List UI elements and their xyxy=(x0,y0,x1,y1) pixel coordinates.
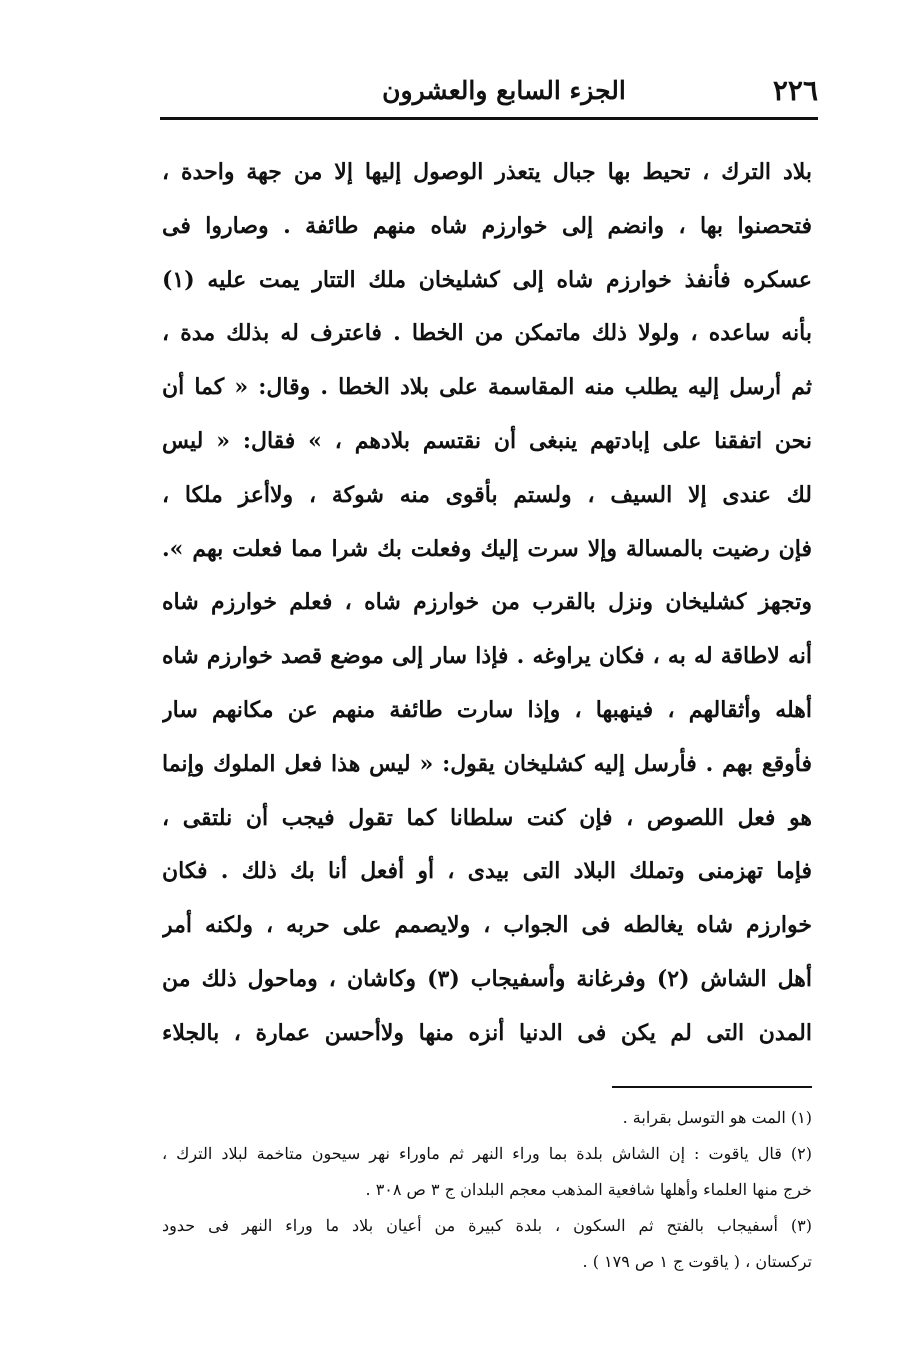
page-header xyxy=(160,70,818,114)
running-title: الجزء السابع والعشرون xyxy=(382,76,626,105)
text-line: فأوقع بهم . فأرسل إليه كشليخان يقول: « ليس هذا فعل الملوك وإنما xyxy=(162,750,812,777)
footnote-line: (٣) أسفيجاب بالفتح ثم السكون ، بلدة كبيرة من أعيان بلاد ما وراء النهر فى حدود xyxy=(162,1216,812,1235)
body-text xyxy=(162,146,812,1061)
text-line: خوارزم شاه يغالطه فى الجواب ، ولايصمم على حربه ، ولكنه أمر xyxy=(162,912,812,939)
text-line: ثم أرسل إليه يطلب منه المقاسمة على بلاد الخطا . وقال: « كما أن xyxy=(162,374,812,401)
text-line: فتحصنوا بها ، وانضم إلى خوارزم شاه منهم طائفة . وصاروا فى xyxy=(162,212,812,239)
text-line: فإن رضيت بالمسالة وإلا سرت إليك وفعلت بك شرا مما فعلت بهم ». xyxy=(162,535,812,562)
text-line: لك عندى إلا السيف ، ولستم بأقوى منه شوكة ، ولاأعز ملكا ، xyxy=(162,481,812,508)
text-line: أهله وأثقالهم ، فينهبها ، وإذا سارت طائفة منهم عن مكانهم سار xyxy=(162,696,812,723)
footnote-line: (١) المت هو التوسل بقرابة . xyxy=(622,1108,812,1127)
text-line: نحن اتفقنا على إبادتهم ينبغى أن نقتسم بلادهم ، » فقال: « ليس xyxy=(162,427,812,454)
text-line: بلاد الترك ، تحيط بها جبال يتعذر الوصول إليها إلا من جهة واحدة ، xyxy=(162,159,812,185)
text-line: هو فعل اللصوص ، فإن كنت سلطانا كما تقول فيجب أن نلتقى ، xyxy=(162,804,812,831)
footnote-line: تركستان ، ( ياقوت ج ١ ص ١٧٩ ) . xyxy=(582,1252,812,1271)
text-line: أنه لاطاقة له به ، فكان يراوغه . فإذا سار إلى موضع قصد خوارزم شاه xyxy=(162,643,812,670)
page-number: ٢٢٦ xyxy=(772,74,818,107)
text-line: فإما تهزمنى وتملك البلاد التى بيدى ، أو أفعل أنا بك ذلك . فكان xyxy=(162,858,812,885)
footnotes xyxy=(162,1100,812,1280)
text-line: عسكره فأنفذ خوارزم شاه إلى كشليخان ملك التتار يمت عليه (١) xyxy=(162,266,812,293)
header-rule xyxy=(160,117,818,120)
text-line: وتجهز كشليخان ونزل بالقرب من خوارزم شاه ، فعلم خوارزم شاه xyxy=(162,589,812,616)
footnote-line: خرج منها العلماء وأهلها شافعية المذهب معجم البلدان ج ٣ ص ٣٠٨ . xyxy=(365,1180,812,1199)
footnote-rule xyxy=(612,1086,812,1088)
text-line: المدن التى لم يكن فى الدنيا أنزه منها ولاأحسن عمارة ، بالجلاء xyxy=(162,1019,812,1046)
text-line: أهل الشاش (٢) وفرغانة وأسفيجاب (٣) وكاشان ، وماحول ذلك من xyxy=(162,965,812,992)
footnote-line: (٢) قال ياقوت : إن الشاش بلدة بما وراء النهر ثم ماوراء نهر سيحون متاخمة لبلاد الترك ، xyxy=(162,1144,812,1163)
text-line: بأنه ساعده ، ولولا ذلك ماتمكن من الخطا . فاعترف له بذلك مدة ، xyxy=(162,320,812,347)
